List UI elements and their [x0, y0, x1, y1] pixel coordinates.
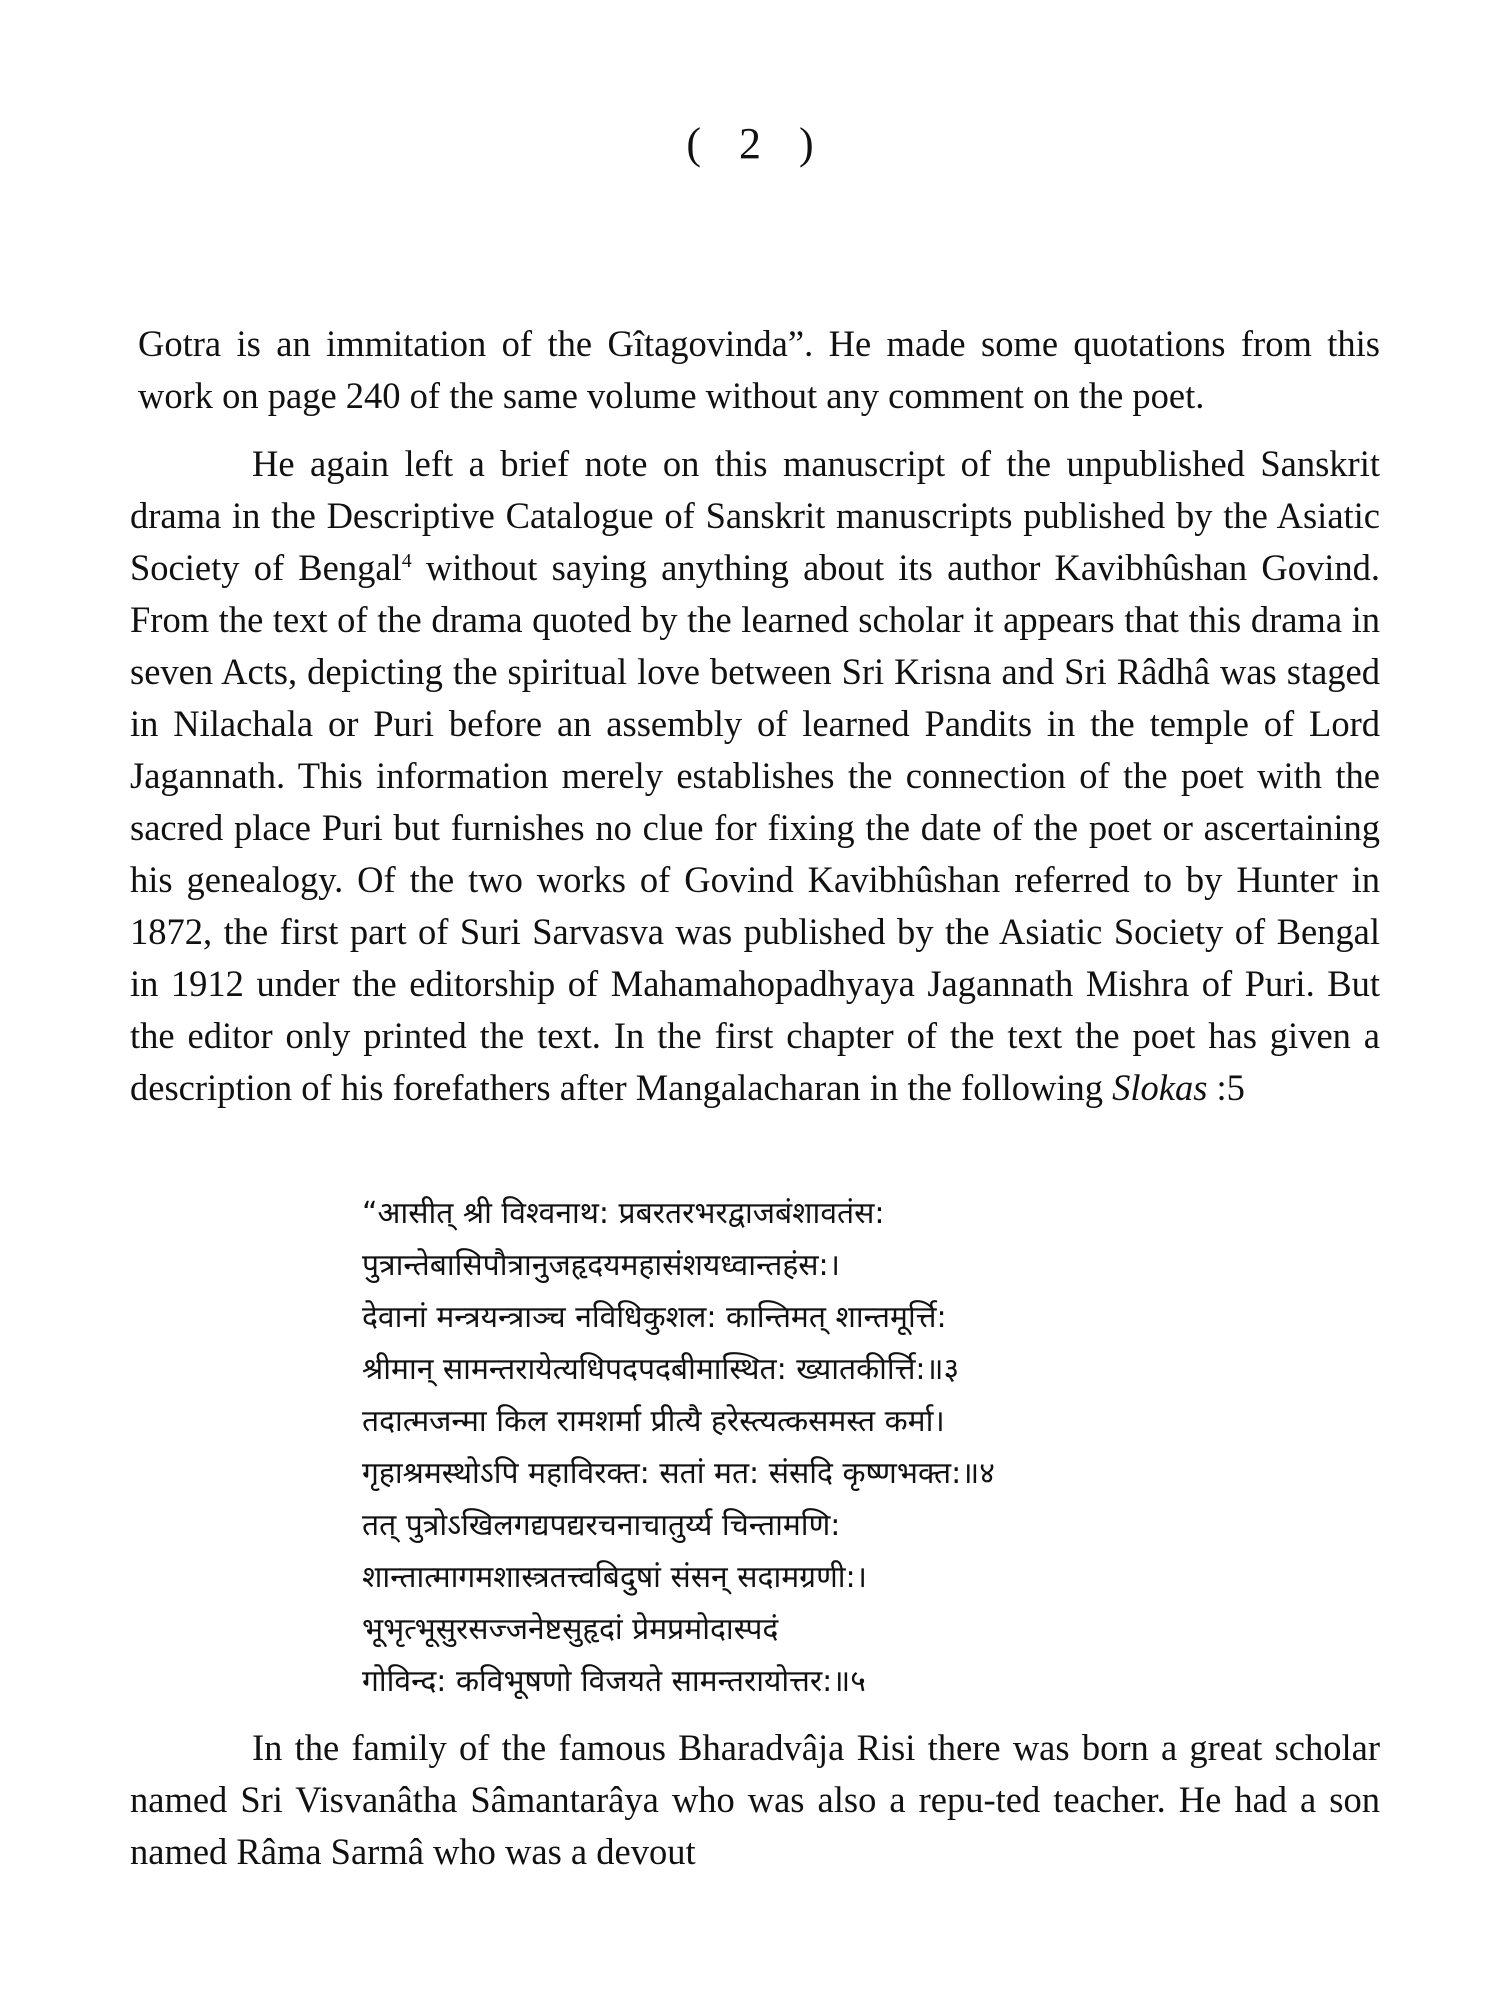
verse-line: गोविन्द: कविभूषणो विजयते सामन्तरायोत्तर:॥५: [362, 1664, 866, 1699]
page-number-value: 2: [739, 119, 761, 168]
paragraph-1-text: Gotra is an immitation of the Gîtagovinda”. He made some quotations from this work on page 240 of the same volume without any comment on the poet.: [138, 323, 1380, 416]
footnote-marker-4: 4: [401, 549, 412, 572]
paragraph-continuation: [138, 318, 1380, 422]
paragraph-2-text: [130, 438, 1380, 1114]
paragraph-2-part-b: without saying anything about its author Kavibhûshan Govind. From the text of the drama quoted by the learned scholar it appears that this drama in seven Acts, depicting the spiritual love between Sri Krisna and Sri Râdhâ was staged in Nilachala or Puri before an assembly of learned Pandits in the temple of Lord Jagannath. This information merely establishes the connection of the poet with the sacred place Puri but furnishes no clue for fixing the date of the poet or ascertaining his genealogy. Of the two works of Govind Kavibhûshan referred to by Hunter in 1872, the first part of Suri Sarvasva was published by the Asiatic Society of Bengal in 1912 under the editorship of Mahamahopadhyaya Jagannath Mishra of Puri. But the editor only printed the text. In the first chapter of the text the poet has given a description of his forefathers after Mangalacharan in the following: [130, 547, 1380, 1108]
paragraph-2: [130, 438, 1380, 1114]
slokas-term: Slokas: [1112, 1067, 1208, 1108]
verse-line: तत् पुत्रोऽखिलगद्यपद्यरचनाचातुर्य्य चिन्तामणि:: [362, 1508, 841, 1543]
paragraph-2-part-a: He again left a brief note on this manuscript of the unpublished Sanskrit drama in the Descriptive Catalogue of Sanskrit manuscripts published by the Asiatic Society of Bengal: [130, 443, 1380, 588]
paragraph-3-text: In the family of the famous Bharadvâja Risi there was born a great scholar named Sri Visvanâtha Sâmantarâya who was also a repu-ted teacher. He had a son named Râma Sarmâ who was a devout: [130, 1727, 1380, 1872]
verse-line: तदात्मजन्मा किल रामशर्मा प्रीत्यै हरेस्त्यत्कसमस्त कर्मा।: [362, 1404, 945, 1439]
paragraph-3: [130, 1722, 1380, 1878]
paragraph-2-end: :5: [1207, 1067, 1245, 1108]
page-number-close-paren: ): [799, 119, 814, 168]
verse-line: श्रीमान् सामन्तरायेत्यधिपदपदबीमास्थित: ख्यातकीर्त्ति:॥३: [362, 1352, 960, 1387]
verse-line: पुत्रान्तेबासिपौत्रानुजहृदयमहासंशयध्वान्तहंस:।: [362, 1248, 841, 1283]
verse-line: गृहाश्रमस्थोऽपि महाविरक्त: सतां मत: संसदि कृष्णभक्त:॥४: [362, 1456, 995, 1491]
sanskrit-verse-block: [362, 1188, 1262, 1708]
page-number-open-paren: (: [686, 119, 701, 168]
page-number: [0, 118, 1500, 169]
verse-line: शान्तात्मागमशास्त्रतत्त्वबिदुषां संसन् सदामग्रणी:।: [362, 1560, 868, 1595]
verse-line: भूभृत्भूसुरसज्जनेष्टसुहृदां प्रेमप्रमोदास्पदं: [362, 1612, 779, 1647]
verse-line: देवानां मन्त्रयन्त्राञ्च नविधिकुशल: कान्तिमत् शान्तमूर्त्ति:: [362, 1300, 947, 1335]
verse-line: “आसीत् श्री विश्वनाथ: प्रबरतरभरद्वाजबंशावतंस:: [362, 1196, 885, 1231]
